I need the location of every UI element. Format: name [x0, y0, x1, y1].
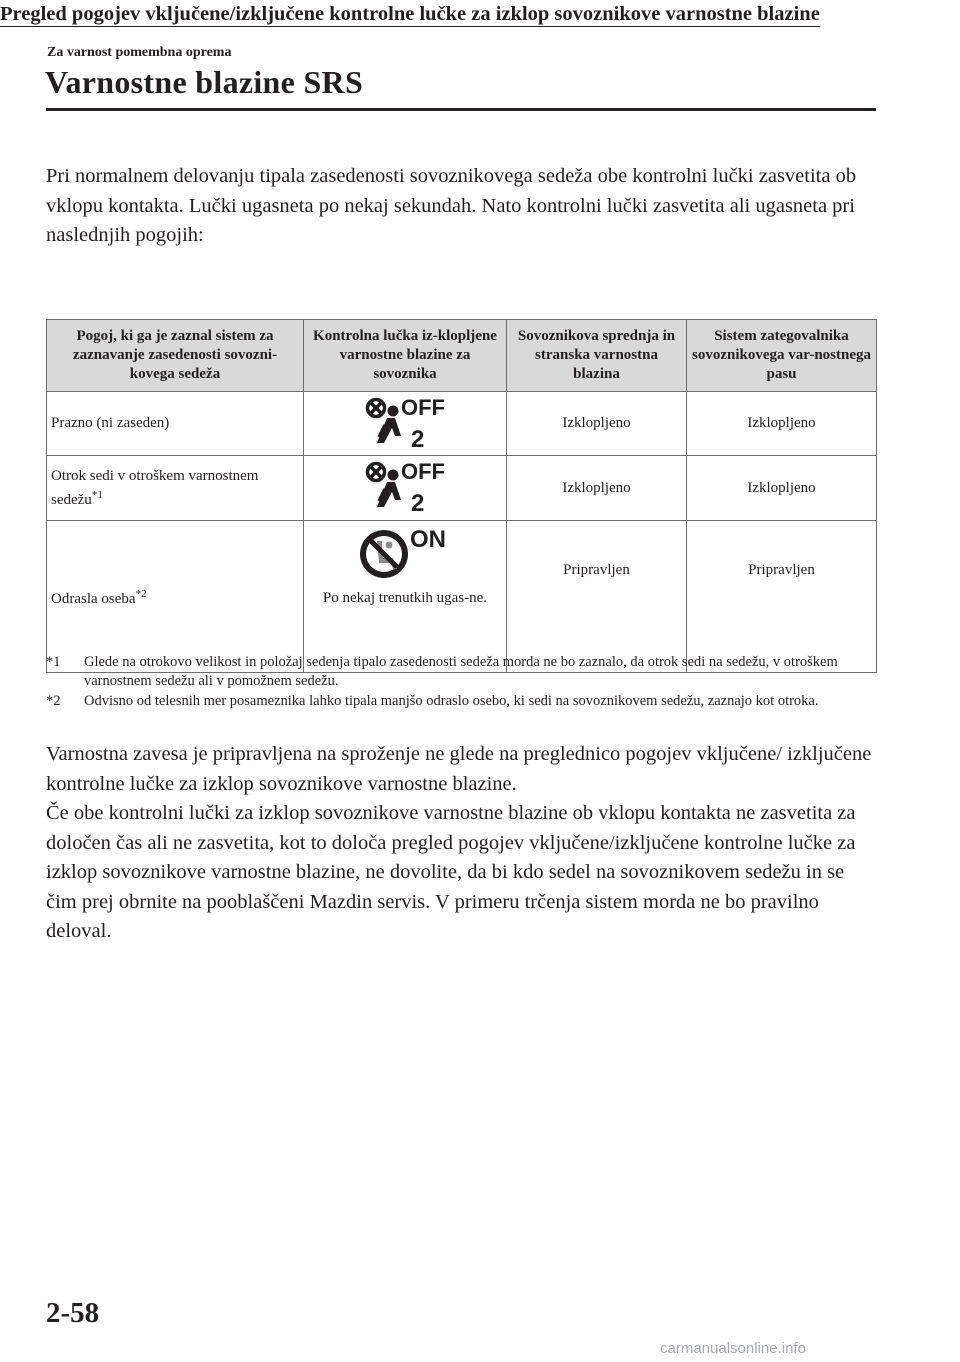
indicator-label: ON — [410, 526, 446, 553]
pretensioner-status-cell: Izklopljeno — [687, 392, 877, 456]
footnote-text: Glede na otrokovo velikost in položaj sedenja tipalo zasedenosti sedeža morda ne bo zaznalo, da otrok sedi na sedežu, v otroškem varnostnem sedežu ali v pomožnem sedežu. — [84, 654, 838, 689]
outro-paragraph: Če obe kontrolni lučki za izklop sovoznikove varnostne blazine ob vklopu kontakta ne zasvetita za določen čas ali ne zasvetita, kot to določa pregled pogojev vključene/izključene kontrolne lučke za izklop sovoznikove varnostne blazine, ne dovolite, da bi kdo sedel na sovoznikovem sedežu in se čim prej obrnite na pooblaščeni Mazdin servis. V primeru trčenja sistem morda ne bo pravilno deloval. — [46, 802, 856, 942]
indicator-label: OFF — [401, 394, 445, 420]
footnote-mark: *2 — [46, 693, 61, 709]
table-row — [47, 521, 877, 673]
header-condition: Pogoj, ki ga je zaznal sistem za zaznavanje zasedenosti sovozni-kovega sedeža — [47, 320, 304, 392]
passenger-airbag-on-icon — [355, 525, 455, 581]
airbag-status-cell: Pripravljen — [507, 521, 687, 673]
condition-cell: Odrasla oseba$^{*2}$ — [47, 521, 304, 673]
indicator-cell — [304, 392, 507, 456]
footnote — [46, 653, 876, 691]
passenger-airbag-off-icon — [355, 395, 455, 453]
table-row — [47, 392, 877, 456]
table-header-row — [47, 320, 877, 392]
indicator-cell — [304, 521, 507, 673]
table-row — [47, 456, 877, 521]
outro-text — [46, 740, 876, 947]
page-number: 2-58 — [46, 1297, 100, 1329]
indicator-label: OFF — [401, 459, 445, 484]
condition-cell: Prazno (ni zaseden) — [47, 392, 304, 456]
header-indicator: Kontrolna lučka iz-klopljene varnostne blazine za sovoznika — [304, 320, 507, 392]
footnote — [46, 692, 876, 711]
footnotes — [46, 653, 876, 712]
indicator-note: Po nekaj trenutkih ugas-ne. — [322, 590, 488, 606]
pretensioner-status-cell: Izklopljeno — [687, 456, 877, 521]
footnote-mark: *1 — [46, 654, 61, 670]
airbag-status-cell: Izklopljeno — [507, 392, 687, 456]
footnote-text: Odvisno od telesnih mer posameznika lahko tipala manjšo odraslo osebo, ki sedi na sovoznikovem sedežu, zaznajo kot otroka. — [84, 693, 819, 709]
section-label: Za varnost pomembna oprema — [47, 45, 232, 60]
condition-cell: Otrok sedi v otroškem varnostnem sedežu$^{*1}$ — [47, 456, 304, 521]
intro-paragraph: Pri normalnem delovanju tipala zasedenosti sovoznikovega sedeža obe kontrolni lučki zasvetita ob vklopu kontakta. Lučki ugasneta po nekaj sekundah. Nato kontrolni lučki zasvetita ali ugasneta pri naslednjih pogojih: — [46, 165, 857, 246]
header-airbag: Sovoznikova sprednja in stranska varnostna blazina — [507, 320, 687, 392]
header-pretensioner: Sistem zategovalnika sovoznikovega var-nostnega pasu — [687, 320, 877, 392]
passenger-airbag-off-icon — [355, 459, 455, 517]
table-heading: Pregled pogojev vključene/izključene kontrolne lučke za izklop sovoznikove varnostne blazine — [0, 3, 820, 25]
pretensioner-status-cell: Pripravljen — [687, 521, 877, 673]
watermark: carmanualsonline.info — [660, 1340, 806, 1357]
outro-paragraph: Varnostna zavesa je pripravljena na sproženje ne glede na preglednico pogojev vključene/ izključene kontrolne lučke za izklop sovoznikove varnostne blazine. — [46, 743, 872, 795]
airbag-status-cell: Izklopljeno — [507, 456, 687, 521]
svg-text:2: 2 — [411, 490, 425, 517]
page-title: Varnostne blazine SRS — [45, 64, 364, 100]
indicator-conditions-table — [46, 319, 877, 673]
svg-text:2: 2 — [411, 425, 425, 453]
title-rule — [46, 108, 876, 111]
indicator-cell — [304, 456, 507, 521]
